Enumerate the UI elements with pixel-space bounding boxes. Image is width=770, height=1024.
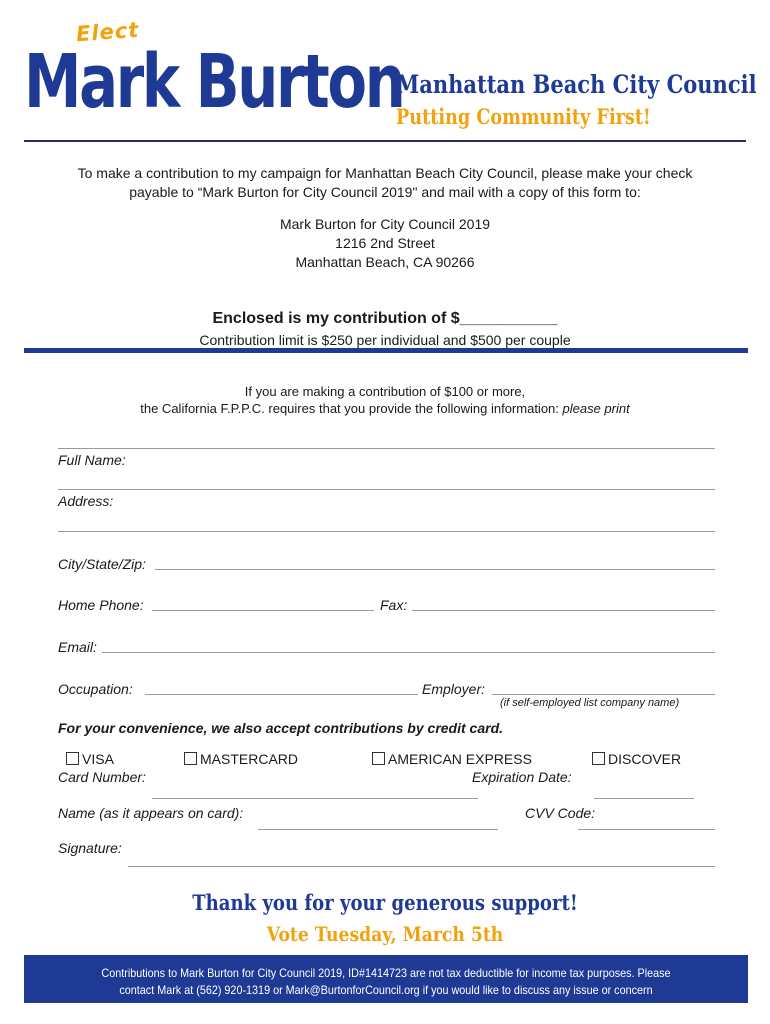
vote-date: Vote Tuesday, March 5th [266,922,504,946]
checkbox-icon [592,752,605,765]
footer-banner [24,955,748,1003]
full-name-top-line [58,448,715,449]
fppc-notice [0,383,770,417]
cvv-field[interactable] [578,829,715,830]
visa-checkbox[interactable] [66,751,114,767]
credit-card-heading: For your convenience, we also accept contributions by credit card. [58,720,504,736]
fax-label: Fax: [380,597,408,613]
occupation-field[interactable] [145,694,418,695]
intro-paragraph [0,164,770,202]
name-on-card-field[interactable] [258,829,498,830]
expiration-field[interactable] [594,798,694,799]
cvv-label: CVV Code: [525,805,596,821]
address-label: Address: [58,493,114,509]
elect-label: Elect [75,17,141,47]
card-number-label: Card Number: [58,769,146,785]
intro-line-2: payable to “Mark Burton for City Council 2019" and mail with a copy of this form to: [129,184,641,200]
address-name: Mark Burton for City Council 2019 [279,216,491,232]
contribution-limit: Contribution limit is $250 per individual and $500 per couple [199,332,571,348]
mailing-address [0,215,770,272]
email-field[interactable] [102,652,715,653]
city-state-zip-label: City/State/Zip: [58,556,146,572]
address-street: 1216 2nd Street [335,235,435,251]
full-name-label: Full Name: [58,452,126,468]
footer-text [60,965,712,999]
employer-note: (if self-employed list company name) [500,697,680,709]
campaign-slogan: Putting Community First! [396,104,651,129]
employer-label: Employer: [422,681,486,697]
checkbox-icon [66,752,79,765]
thank-you-message: Thank you for your generous support! [192,890,578,915]
discover-checkbox[interactable] [592,751,681,767]
home-phone-field[interactable] [152,610,374,611]
checkbox-icon [372,752,385,765]
occupation-label: Occupation: [58,681,133,697]
name-on-card-label: Name (as it appears on card): [58,805,244,821]
amex-label: AMERICAN EXPRESS [388,751,532,767]
mastercard-label: MASTERCARD [200,751,299,767]
address-field[interactable] [58,531,715,532]
office-title: Manhattan Beach City Council [396,70,757,99]
address-city: Manhattan Beach, CA 90266 [295,254,475,270]
employer-field[interactable] [492,694,715,695]
fppc-please-print: please print [562,401,630,416]
fax-field[interactable] [412,610,715,611]
card-number-field[interactable] [152,798,478,799]
checkbox-icon [184,752,197,765]
header-divider [24,140,746,142]
signature-label: Signature: [58,840,122,856]
intro-line-1: To make a contribution to my campaign for Manhattan Beach City Council, please make your check [77,165,693,181]
signature-field[interactable] [128,866,715,867]
mastercard-checkbox[interactable] [184,751,298,767]
home-phone-label: Home Phone: [58,597,144,613]
city-state-zip-field[interactable] [155,569,715,570]
full-name-field[interactable] [58,489,715,490]
amex-checkbox[interactable] [372,751,532,767]
discover-label: DISCOVER [608,751,682,767]
fppc-line-2: the California F.P.P.C. requires that you provide the following information: [140,401,559,416]
candidate-name: Mark Burton [24,39,404,125]
email-label: Email: [58,639,97,655]
visa-label: VISA [82,751,114,767]
fppc-line-1: If you are making a contribution of $100 or more, [244,384,526,399]
footer-line-1: Contributions to Mark Burton for City Council 2019, ID#1414723 are not tax deductible for income tax purposes. Please [101,966,671,980]
expiration-label: Expiration Date: [472,769,572,785]
footer-line-2: contact Mark at (562) 920-1319 or Mark@BurtonforCouncil.org if you would like to discuss any issue or concern [119,983,653,997]
contribution-amount-line[interactable]: Enclosed is my contribution of $___________ [212,310,558,327]
section-divider [24,348,748,353]
